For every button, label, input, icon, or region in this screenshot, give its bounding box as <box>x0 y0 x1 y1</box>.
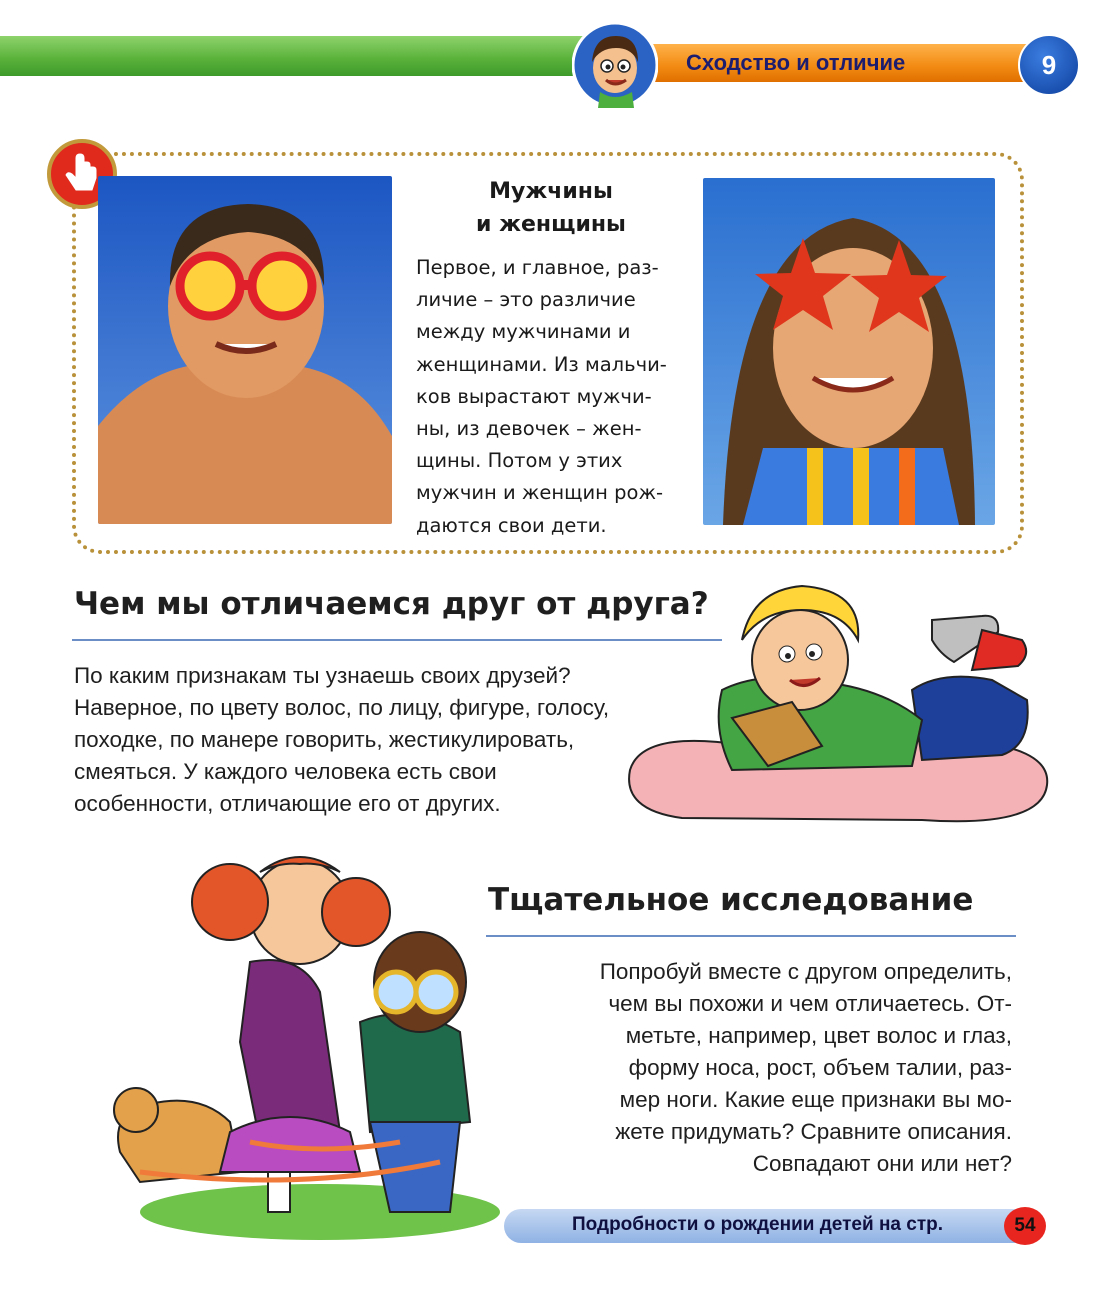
photo-boy-with-goggles <box>98 176 392 524</box>
page-number: 9 <box>1018 34 1080 96</box>
box-title <box>420 175 682 241</box>
section1-text: По каким признакам ты узнаешь своих друзей? Наверное, по цвету волос, по лицу, фигуре, голосу, походке, по манере говорить, жестикулировать, смеяться. У каждого человека есть свои особенности, отличающие его от других. <box>74 663 610 816</box>
cross-reference-text[interactable]: Подробности о рождении детей на стр. <box>572 1214 944 1235</box>
box-text: Первое, и главное, раз- личие – это различие между мужчинами и женщинами. Из мальчи- ков вырастают мужчи- ны, из девочек – жен- щины. Потом у этих мужчин и женщин рож- даются свои дети. <box>416 256 667 537</box>
section2-divider <box>486 935 1016 937</box>
section2-text: Попробуй вместе с другом определить, чем вы похожи и чем отличаетесь. От- метьте, например, цвет волос и глаз, форму носа, рост, объем талии, раз- мер ноги. Какие еще признаки вы мо- жете придумать? Сравните описания. Совпадают они или нет? <box>599 959 1012 1176</box>
photo-girl-with-starfish <box>703 178 995 525</box>
section-title: Сходство и отличие <box>686 50 906 75</box>
box-title-line2: и женщины <box>476 212 626 237</box>
header-green-bar <box>0 36 600 76</box>
box-title-line1: Мужчины <box>489 179 613 204</box>
section1-heading: Чем мы отличаемся друг от друга? <box>74 586 709 622</box>
illustration-kids-measuring <box>100 842 500 1252</box>
section2-heading: Тщательное исследование <box>488 882 974 918</box>
illustration-boy-reading <box>622 570 1054 832</box>
cross-reference-page[interactable]: 54 <box>1004 1207 1046 1245</box>
mascot-avatar <box>572 22 658 108</box>
